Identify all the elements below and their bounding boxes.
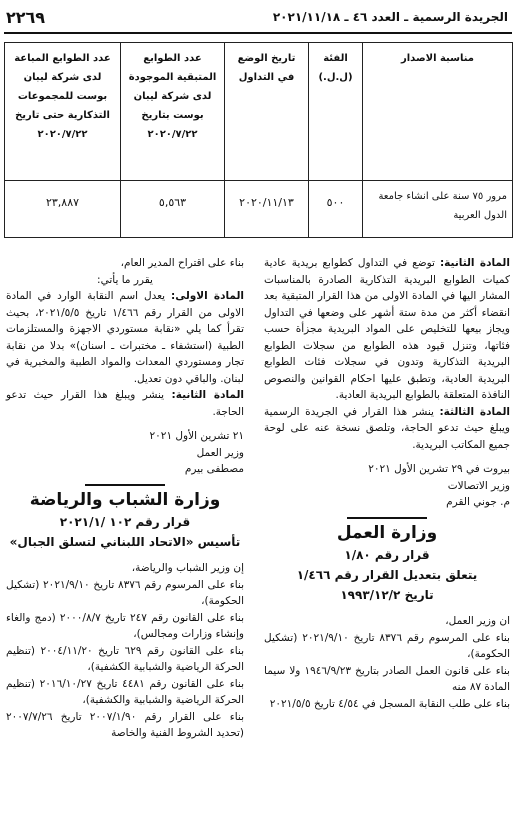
preamble: إن وزير الشباب والرياضة، (131, 562, 244, 574)
recital: بناء على القانون رقم ٦٢٩ تاريخ ٢٠٠٤/١١/٢٠ (تنظيم الحركة الرياضية والشبابية الكشفية)، (6, 644, 244, 673)
article-text: ينشر ويبلغ هذا القرار حيث تدعو الحاجة. (6, 389, 244, 418)
decision-subject: يتعلق بتعديل القرار رقم ١/٤٦٦ (296, 568, 478, 582)
article-2 (264, 255, 510, 404)
article-3 (264, 404, 510, 454)
article-text: توضع في التداول كطوابع بريدية عادية كميات الطوابع البريدية التذكارية الصادرة بالمناسبات المشار اليها في المادة الاولى من هذا القرار المتبقية بعد انقضاء أكثر من مدة ستة أشهر على وضعها في التداول ويجاز بيعها للتخليص على المواد البريدية مجزأة حسب فئاتها، وتنزل قيود هذه الطوابع من سجلات الطوابع البريدية التذكارية وتدون في سجلات فئات الطوابع البريدية العادية، وتطبق عليها احكام القوانين والنصوص النافذة المتعلقة بالطوابع البريدية العادية. (264, 257, 510, 401)
recital: بناء على قانون العمل الصادر بتاريخ ١٩٤٦/٩/٢٣ ولا سيما المادة ٨٧ منه (264, 664, 510, 693)
table-cell: ٢٣,٨٨٧ (5, 181, 121, 238)
table-cell: ٥,٥٦٣ (121, 181, 225, 238)
table-cell: ٥٠٠ (309, 181, 363, 238)
decision-number: قرار رقم ١/٨٠ (344, 548, 430, 562)
separator (347, 517, 427, 519)
ministry-heading: وزارة العمل (336, 522, 438, 543)
signature-name: م. جوني القرم (446, 496, 510, 508)
article-label: المادة الثالثة: (439, 405, 510, 418)
table-header-cell: عدد الطوابع المتبقية الموجودة لدى شركة ليبان بوست بتاريخ ٢٠٢٠/٧/٢٢ (121, 43, 225, 181)
signature-name: مصطفى بيرم (184, 463, 244, 475)
article-2 (6, 387, 244, 420)
article-text: يعدل اسم النقابة الوارد في المادة الاولى من القرار رقم ١/٤٦٦ تاريخ ٢٠٢١/٥/٥، بحيث تقرأ كما يلي «نقابة مستوردي الاجهزة والمستلزمات الطبية (استشفاء ـ مختبرات ـ اسنان)» بدلا من نقابة تجار ومستوردي المعدات والمواد الطبية والمخبرية في لبنان. والباقي دون تعديل. (6, 290, 244, 385)
signature-title: وزير الاتصالات (447, 479, 510, 492)
table-row (5, 181, 513, 238)
page-header (0, 4, 516, 34)
right-column (264, 255, 510, 712)
table-header-row (5, 43, 513, 181)
ministry-heading: وزارة الشباب والرياضة (29, 489, 221, 510)
recital: بناء على القانون رقم ٢٤٧ تاريخ ٢٠٠٠/٨/٧ (دمج والغاء وإنشاء وزارات ومجالس)، (6, 611, 244, 640)
preamble: ان وزير العمل، (445, 615, 510, 627)
recital: بناء على اقتراح المدير العام، (120, 257, 244, 269)
table-header-cell: عدد الطوابع المباعة لدى شركة ليبان بوست للمجموعات التذكارية حتى تاريخ ٢٠٢٠/٧/٢٢ (5, 43, 121, 181)
article-label: المادة الاولى: (171, 290, 245, 302)
page-number: ٢٢٦٩ (6, 8, 46, 27)
article-label: المادة الثانية: (171, 389, 244, 401)
decision-subject: تأسيس «الاتحاد اللبناني لتسلق الجبال» (9, 535, 241, 549)
signature-title: وزير العمل (196, 446, 244, 459)
table-cell: ٢٠٢٠/١١/١٣ (225, 181, 309, 238)
article-1 (6, 288, 244, 387)
article-text: ينشر هذا القرار في الجريدة الرسمية ويبلغ حيث تدعو الحاجة، وتلصق نسخة عنه على لوحة جميع المكاتب البريدية. (264, 405, 510, 451)
separator (85, 484, 165, 486)
recital: بناء على طلب النقابة المسجل في ٤/٥٤ تاريخ ٢٠٢١/٥/٥ (269, 697, 510, 710)
recital: بناء على المرسوم رقم ٨٣٧٦ تاريخ ٢٠٢١/٩/١٠ (تشكيل الحكومة)، (6, 578, 244, 607)
recital: بناء على المرسوم رقم ٨٣٧٦ تاريخ ٢٠٢١/٩/١٠ (تشكيل الحكومة)، (264, 631, 510, 660)
recital: بناء على القرار رقم ٢٠٠٧/١/٩٠ تاريخ ٢٠٠٧/٧/٢٦ (تحديد الشروط الفنية والخاصة (6, 710, 244, 739)
decision-date: تاريخ ١٩٩٣/١٢/٢ (340, 588, 434, 602)
signature-date: ٢١ تشرين الأول ٢٠٢١ (149, 430, 244, 442)
left-column (6, 255, 244, 742)
signature-date: بيروت في ٢٩ تشرين الأول ٢٠٢١ (368, 463, 510, 475)
recital: بناء على القانون رقم ٤٤٨١ تاريخ ٢٠١٦/١٠/٢٧ (تنظيم الحركة الرياضية والشبابية والكشفية)، (6, 677, 244, 706)
table-header-cell: تاريخ الوضع في التداول (225, 43, 309, 181)
header-divider (4, 32, 512, 34)
gazette-title: الجريدة الرسمية ـ العدد ٤٦ ـ ٢٠٢١/١١/١٨ (272, 10, 508, 24)
decision-number: قرار رقم ١٠٢ /٢٠٢١/١ (59, 515, 191, 529)
table-header-cell: مناسبة الاصدار (363, 43, 513, 181)
article-label: المادة الثانية: (439, 257, 510, 269)
table-cell: مرور ٧٥ سنة على انشاء جامعة الدول العربية (363, 181, 513, 238)
stamps-table (4, 42, 513, 238)
decides-line: يقرر ما يأتي: (97, 273, 153, 286)
table-header-cell: الفئة (ل.ل.) (309, 43, 363, 181)
